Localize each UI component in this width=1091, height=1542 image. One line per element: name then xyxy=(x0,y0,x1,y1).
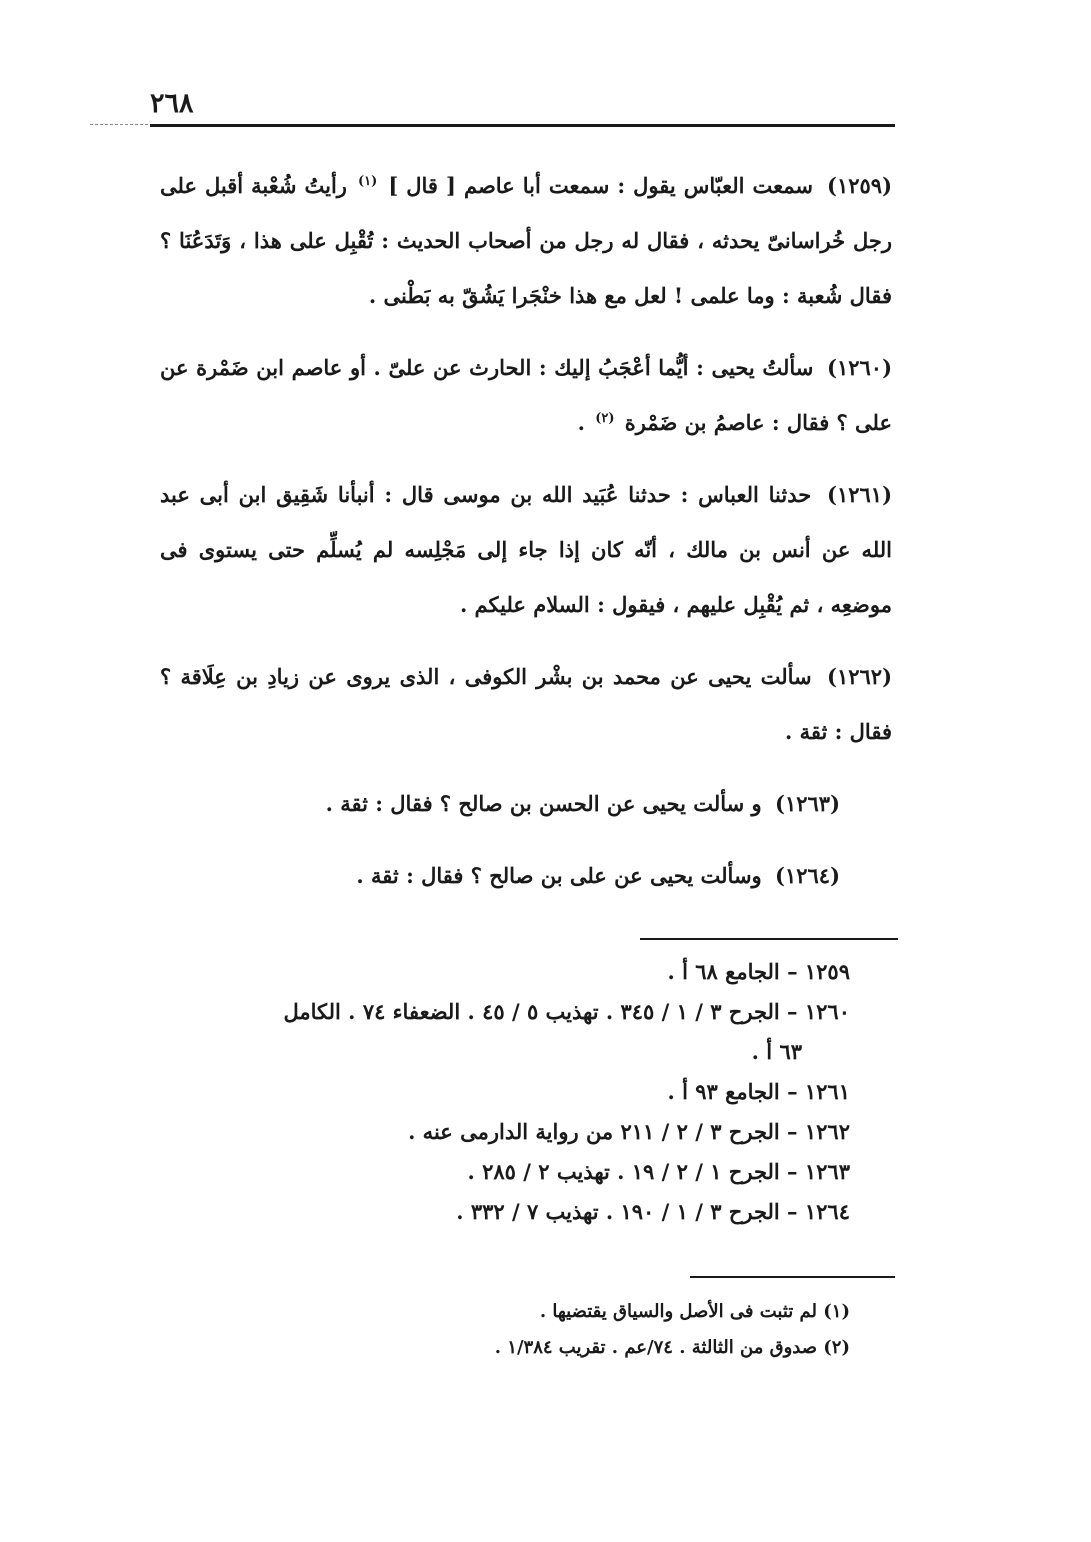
footnote: (١) لم تثبت فى الأصل والسياق يقتضيها . xyxy=(539,1301,850,1322)
header-rule xyxy=(150,124,895,127)
entry-text-continued: . xyxy=(577,410,585,435)
footnote: (٢) صدوق من الثالثة . ٧٤/عم . تقريب ١/٣٨٤ . xyxy=(494,1337,850,1358)
entry-text: وسألت يحيى عن على بن صالح ؟ فقال : ثقة . xyxy=(356,863,762,888)
entry-1259 xyxy=(160,158,892,323)
header-rule-left xyxy=(90,124,148,125)
entry-1264 xyxy=(160,848,892,903)
source-line: ١٢٦٤ – الجرح ٣ / ١ / ١٩٠ . تهذيب ٧ / ٣٣٢ . xyxy=(456,1199,850,1224)
entry-text: سمعت العبّاس يقول : سمعت أبا عاصم [ قال ] xyxy=(388,173,813,198)
footnote-ref: (١) xyxy=(357,174,378,189)
entry-number: (١٢٦٠) xyxy=(827,355,892,380)
source-line: ١٢٦١ – الجامع ٩٣ أ . xyxy=(667,1079,850,1104)
source-line: ١٢٦٠ – الجرح ٣ / ١ / ٣٤٥ . تهذيب ٥ / ٤٥ . الضعفاء ٧٤ . الكامل xyxy=(283,999,850,1024)
source-line: ١٢٥٩ – الجامع ٦٨ أ . xyxy=(667,959,850,984)
entry-number: (١٢٦٢) xyxy=(827,664,892,689)
source-line: ١٢٦٢ – الجرح ٣ / ٢ / ٢١١ من رواية الدارمى عنه . xyxy=(408,1119,850,1144)
entry-1261 xyxy=(160,467,892,632)
sources-divider xyxy=(640,938,898,940)
entry-1263 xyxy=(160,776,892,831)
footnote-ref: (٢) xyxy=(595,411,615,426)
page-number: ٢٦٨ xyxy=(150,88,194,119)
source-line-continuation: ٦٣ أ . xyxy=(751,1039,802,1064)
entry-1260 xyxy=(160,340,892,450)
sources-apparatus xyxy=(160,952,850,1232)
entry-number: (١٢٦٣) xyxy=(775,791,840,816)
footnotes xyxy=(320,1294,850,1366)
entry-text: سألت يحيى عن محمد بن بشْر الكوفى ، الذى يروى عن زيادِ بن عِلَاقة ؟ فقال : ثقة . xyxy=(160,664,892,744)
main-text xyxy=(160,158,892,911)
entry-text-continued: رأيتُ شُعْبة أقبل على رجل خُراسانىّ يحدثه ، فقال له رجل من أصحاب الحديث : تُقْبِل على هذا ، وَتَدَعُنَا ؟ فقال شُعبة : وما علمى ! لعل مع هذا خنْجَرا يَشُقّ به بَطْنى . xyxy=(160,173,892,308)
entry-text: سألتُ يحيى : أيُّما أعْجَبُ إليك : الحارث عن علىّ . أو عاصم ابن ضَمْرة عن على ؟ فقال : عاصمُ بن ضَمْرة xyxy=(160,355,892,435)
footnotes-divider xyxy=(690,1276,895,1278)
entry-text: حدثنا العباس : حدثنا عُبَيد الله بن موسى قال : أنبأنا شَقِيق ابن أبى عبد الله عن أنس بن مالك ، أنّه كان إذا جاء إلى مَجْلِسه لم يُسلِّم حتى يستوى فى موضعِه ، ثم يُقْبِل عليهم ، فيقول : السلام عليكم . xyxy=(160,482,892,617)
entry-number: (١٢٦٤) xyxy=(775,863,840,888)
entry-number: (١٢٦١) xyxy=(827,482,893,507)
source-line: ١٢٦٣ – الجرح ١ / ٢ / ١٩ . تهذيب ٢ / ٢٨٥ . xyxy=(467,1159,850,1184)
entry-number: (١٢٥٩) xyxy=(827,173,893,198)
entry-text: و سألت يحيى عن الحسن بن صالح ؟ فقال : ثقة . xyxy=(325,791,762,816)
entry-1262 xyxy=(160,649,892,759)
